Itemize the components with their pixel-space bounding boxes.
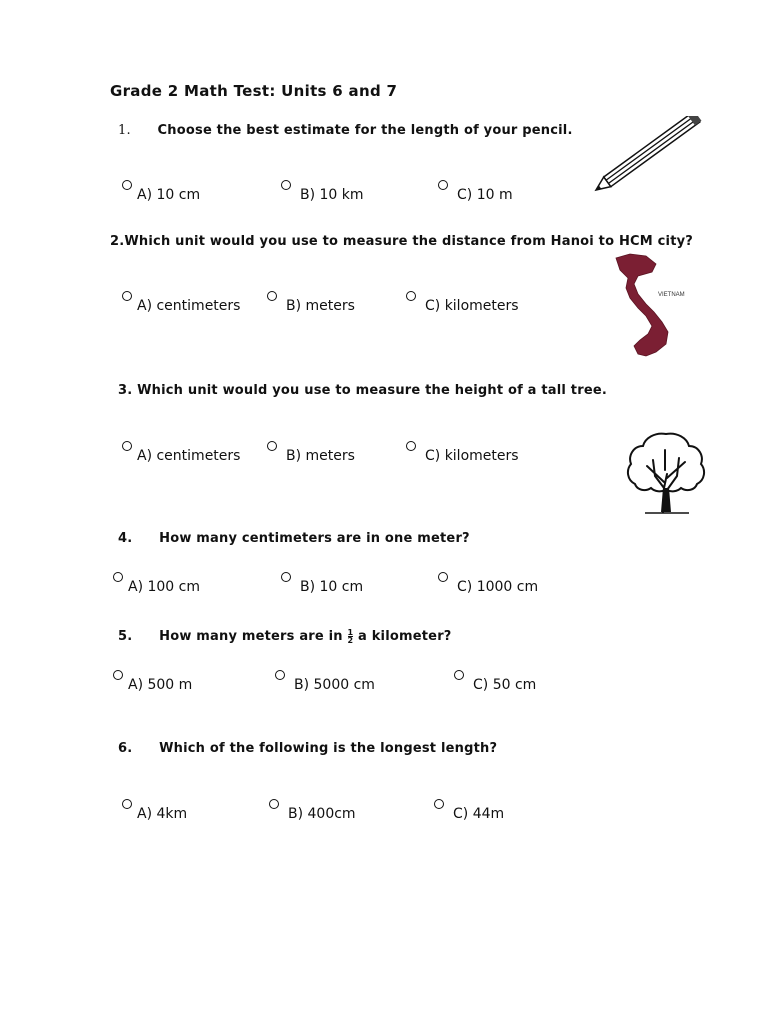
- vietnam-map: [608, 250, 708, 362]
- radio-q1-a[interactable]: [122, 180, 132, 190]
- radio-q4-a[interactable]: [113, 572, 123, 582]
- question-number: 5.: [118, 629, 133, 644]
- fraction-denominator: 2: [347, 636, 354, 645]
- option-label-q3-b: B) meters: [286, 448, 355, 464]
- tree-icon: [625, 430, 707, 516]
- question-5: [118, 629, 452, 644]
- option-label-q2-c: C) kilometers: [425, 298, 519, 314]
- question-number: 4.: [118, 531, 133, 546]
- radio-q3-b[interactable]: [267, 441, 277, 451]
- radio-q4-b[interactable]: [281, 572, 291, 582]
- radio-q6-a[interactable]: [122, 799, 132, 809]
- radio-q5-a[interactable]: [113, 670, 123, 680]
- option-label-q3-a: A) centimeters: [137, 448, 241, 464]
- radio-q5-c[interactable]: [454, 670, 464, 680]
- question-text: How many centimeters are in one meter?: [159, 531, 470, 546]
- question-text-after: a kilometer?: [358, 629, 452, 644]
- option-label-q1-c: C) 10 m: [457, 187, 513, 203]
- question-text: Which of the following is the longest length?: [159, 741, 498, 756]
- question-6: [118, 741, 497, 756]
- question-number: 2.: [110, 234, 125, 249]
- question-4: [118, 531, 470, 546]
- option-label-q6-a: A) 4km: [137, 806, 188, 822]
- option-label-q5-c: C) 50 cm: [473, 677, 537, 693]
- map-label: VIETNAM: [658, 292, 685, 298]
- radio-q2-b[interactable]: [267, 291, 277, 301]
- radio-q2-a[interactable]: [122, 291, 132, 301]
- option-label-q4-a: A) 100 cm: [128, 579, 200, 595]
- option-label-q3-c: C) kilometers: [425, 448, 519, 464]
- option-label-q4-b: B) 10 cm: [300, 579, 364, 595]
- radio-q6-c[interactable]: [434, 799, 444, 809]
- radio-q4-c[interactable]: [438, 572, 448, 582]
- option-label-q6-c: C) 44m: [453, 806, 505, 822]
- question-number: 3.: [118, 383, 133, 398]
- fraction-one-half: [348, 629, 354, 644]
- question-2: [110, 234, 693, 249]
- option-label-q2-a: A) centimeters: [137, 298, 241, 314]
- radio-q2-c[interactable]: [406, 291, 416, 301]
- question-text: Which unit would you use to measure the height of a tall tree.: [137, 383, 608, 398]
- radio-q6-b[interactable]: [269, 799, 279, 809]
- option-label-q2-b: B) meters: [286, 298, 355, 314]
- radio-q3-a[interactable]: [122, 441, 132, 451]
- question-text: Which unit would you use to measure the distance from Hanoi to HCM city?: [124, 234, 694, 249]
- pencil-icon: [590, 116, 705, 196]
- question-number: 1.: [118, 123, 131, 138]
- question-text-before: How many meters are in: [159, 629, 343, 644]
- page-title: Grade 2 Math Test: Units 6 and 7: [110, 82, 398, 100]
- option-label-q5-a: A) 500 m: [128, 677, 193, 693]
- question-3: [118, 383, 607, 398]
- radio-q1-b[interactable]: [281, 180, 291, 190]
- option-label-q4-c: C) 1000 cm: [457, 579, 539, 595]
- fraction-numerator: 1: [347, 628, 354, 637]
- question-text: Choose the best estimate for the length of your pencil.: [157, 123, 573, 138]
- question-number: 6.: [118, 741, 133, 756]
- radio-q5-b[interactable]: [275, 670, 285, 680]
- radio-q1-c[interactable]: [438, 180, 448, 190]
- question-1: [118, 123, 573, 138]
- radio-q3-c[interactable]: [406, 441, 416, 451]
- option-label-q1-a: A) 10 cm: [137, 187, 201, 203]
- option-label-q6-b: B) 400cm: [288, 806, 356, 822]
- option-label-q5-b: B) 5000 cm: [294, 677, 375, 693]
- option-label-q1-b: B) 10 km: [300, 187, 364, 203]
